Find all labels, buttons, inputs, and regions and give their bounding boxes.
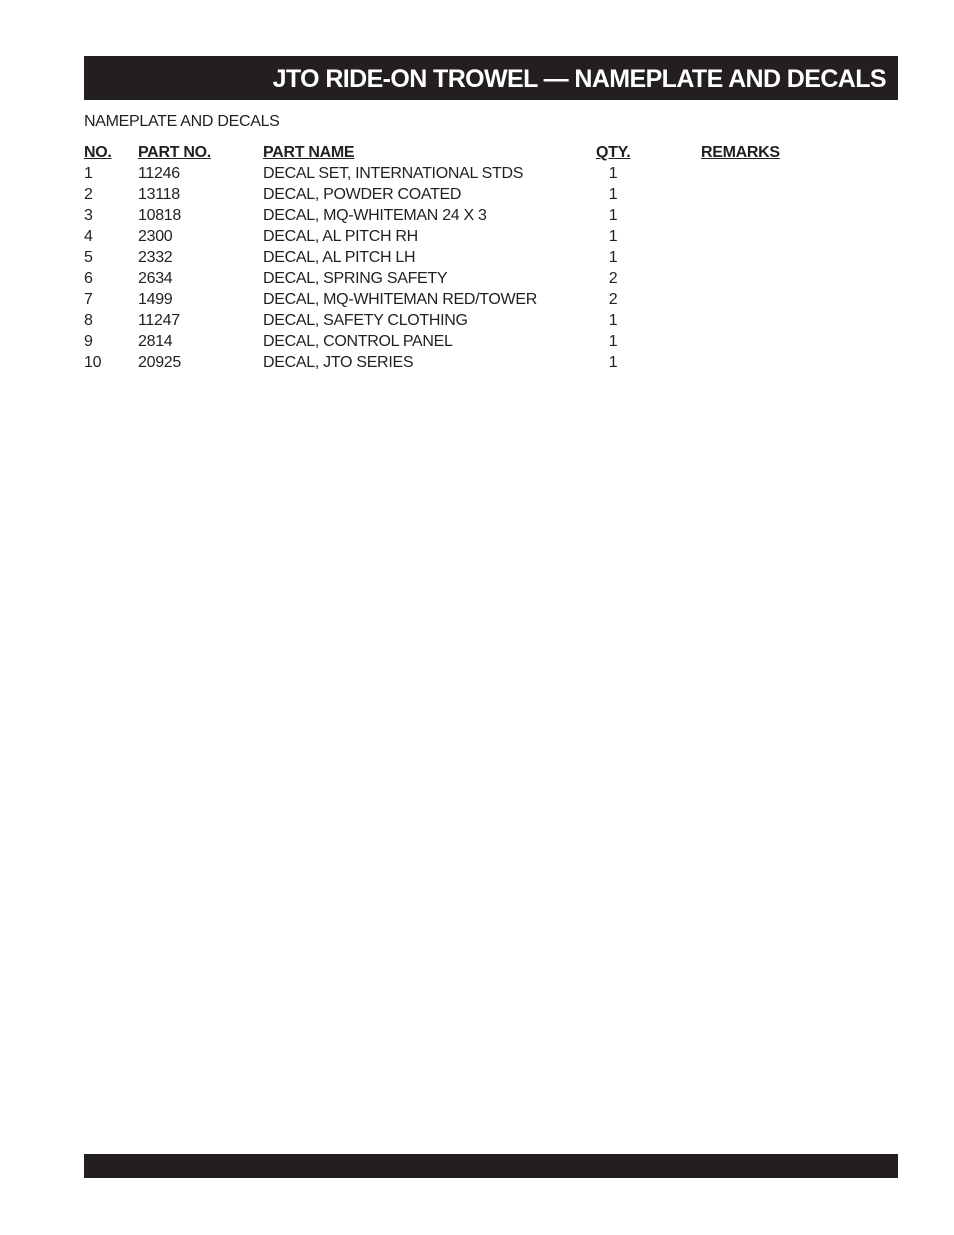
column-header-part-name: PART NAME (263, 144, 355, 161)
table-row (84, 331, 844, 352)
footer-text: JTO RIDE-ON POWER TROWEL — OPERATION & PARTS MANUAL — REV. #5 (11/08/07) — PAGE 41 (165, 1182, 824, 1198)
cell-qty: 1 (608, 186, 618, 203)
cell-no: 7 (84, 291, 93, 308)
cell-no: 5 (84, 249, 93, 266)
column-header-remarks: REMARKS (701, 144, 780, 161)
cell-no: 6 (84, 270, 93, 287)
cell-part-no: 2814 (138, 333, 173, 350)
cell-part-name: DECAL, SPRING SAFETY (263, 270, 448, 287)
cell-part-name: DECAL, MQ-WHITEMAN RED/TOWER (263, 291, 537, 308)
cell-qty: 1 (608, 354, 618, 371)
cell-part-name: DECAL SET, INTERNATIONAL STDS (263, 165, 524, 182)
cell-qty: 1 (608, 333, 618, 350)
table-row (84, 226, 844, 247)
cell-qty: 1 (608, 207, 618, 224)
table-row (84, 268, 844, 289)
table-row (84, 289, 844, 310)
page-footer (84, 1154, 898, 1198)
cell-qty: 2 (608, 291, 618, 308)
cell-part-no: 2332 (138, 249, 173, 266)
table-row (84, 184, 844, 205)
cell-qty: 1 (608, 165, 618, 182)
column-header-qty: QTY. (596, 144, 631, 161)
cell-part-no: 1499 (138, 291, 173, 308)
table-body (84, 163, 844, 373)
cell-no: 10 (84, 354, 102, 371)
table-row (84, 247, 844, 268)
cell-part-no: 11247 (138, 312, 180, 329)
cell-qty: 2 (608, 270, 618, 287)
cell-no: 3 (84, 207, 93, 224)
cell-part-no: 2634 (138, 270, 173, 287)
table-row (84, 352, 844, 373)
cell-part-no: 11246 (138, 165, 180, 182)
cell-part-name: DECAL, SAFETY CLOTHING (263, 312, 468, 329)
column-header-no: NO. (84, 144, 112, 161)
cell-no: 1 (84, 165, 93, 182)
cell-part-name: DECAL, AL PITCH LH (263, 249, 416, 266)
cell-part-name: DECAL, CONTROL PANEL (263, 333, 453, 350)
cell-no: 2 (84, 186, 93, 203)
cell-part-name: DECAL, POWDER COATED (263, 186, 462, 203)
page-title: JTO RIDE-ON TROWEL — NAMEPLATE AND DECALS (272, 65, 886, 93)
cell-qty: 1 (608, 228, 618, 245)
parts-table (84, 142, 844, 373)
table-row (84, 205, 844, 226)
column-header-part-no: PART NO. (138, 144, 211, 161)
table-header-row (84, 142, 844, 163)
cell-part-no: 20925 (138, 354, 181, 371)
section-label: NAMEPLATE AND DECALS (84, 113, 280, 130)
cell-no: 4 (84, 228, 93, 245)
cell-part-name: DECAL, JTO SERIES (263, 354, 414, 371)
table-row (84, 163, 844, 184)
cell-part-name: DECAL, AL PITCH RH (263, 228, 418, 245)
cell-part-no: 2300 (138, 228, 173, 245)
cell-no: 9 (84, 333, 93, 350)
cell-part-no: 10818 (138, 207, 181, 224)
cell-qty: 1 (608, 249, 618, 266)
cell-qty: 1 (608, 312, 618, 329)
cell-no: 8 (84, 312, 93, 329)
table-row (84, 310, 844, 331)
cell-part-name: DECAL, MQ-WHITEMAN 24 X 3 (263, 207, 487, 224)
cell-part-no: 13118 (138, 186, 180, 203)
page-title-bar (84, 56, 898, 100)
